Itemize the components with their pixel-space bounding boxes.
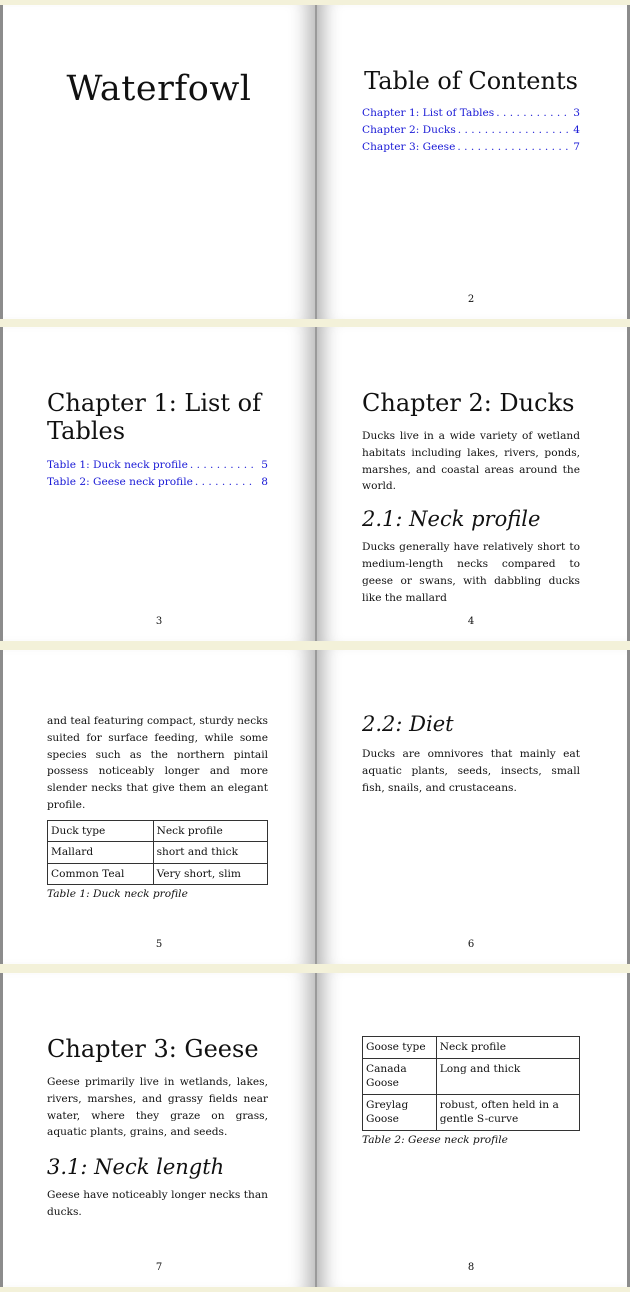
section-title: 2.2: Diet [362,712,454,736]
table-row [363,1058,580,1094]
leader-dots [188,457,256,474]
spread-4 [0,973,630,1287]
section-text: Ducks generally have relatively short to medium-length necks compared to geese or swans, with dabbling ducks like the mallard [362,541,580,604]
toc-entry-page[interactable]: 3 [573,107,580,119]
toc-entry[interactable] [362,105,580,122]
page-number: 5 [155,939,163,950]
spread-3 [0,650,630,964]
page-8 [315,973,630,1287]
table-row [48,842,268,864]
chapter-intro: Ducks live in a wide variety of wetland habitats including lakes, rivers, ponds, marshes, and coastal areas around the world. [362,430,580,493]
toc-entry-label[interactable]: Chapter 3: Geese [362,141,456,153]
spread-2 [0,327,630,641]
table-entry-page[interactable]: 8 [261,476,268,488]
section-text: Geese have noticeably longer necks than ducks. [47,1189,268,1218]
table-caption: Table 2: Geese neck profile [362,1133,508,1146]
table-header-cell: Neck profile [153,820,267,842]
toc-entry[interactable] [362,139,580,156]
section-title: 3.1: Neck length [47,1155,225,1180]
section-title: 2.1: Neck profile [362,507,541,532]
book-title: Waterfowl [66,69,252,109]
list-of-tables-entry[interactable] [47,474,268,491]
table-header-cell: Neck profile [436,1037,579,1059]
page-number: 7 [155,1262,163,1273]
page-number: 3 [155,616,163,627]
chapter-intro: Geese primarily live in wetlands, lakes, rivers, marshes, and grassy fields near water, where they graze on grass, aquatic plants, grains, and seeds. [47,1076,268,1139]
page-number: 4 [467,616,475,627]
table-cell: Greylag Goose [363,1094,437,1130]
chapter-title: Chapter 1: List of Tables [47,389,261,445]
leader-dots [455,139,568,156]
table-caption: Table 1: Duck neck profile [47,888,188,901]
spread-1 [0,5,630,319]
table-row [363,1094,580,1130]
toc-entry-label[interactable]: Chapter 2: Ducks [362,124,456,136]
table-cell: Mallard [48,842,154,864]
toc-entry[interactable] [362,122,580,139]
table-entry-label[interactable]: Table 2: Geese neck profile [47,476,193,488]
page-4 [315,327,630,641]
leader-dots [456,122,568,139]
table-row [48,863,268,885]
page-2 [315,5,630,319]
page-6 [315,650,630,964]
geese-neck-table [362,1036,580,1131]
section-text: and teal featuring compact, sturdy necks suited for surface feeding, while some species such as the northern pintail possess noticeably longer and more slender necks that give them an elegant profile. [47,715,268,811]
table-header-cell: Duck type [48,820,154,842]
table-header-cell: Goose type [363,1037,437,1059]
list-of-tables-entry[interactable] [47,457,268,474]
leader-dots [193,474,256,491]
table-cell: Very short, slim [153,863,267,885]
section-text: Ducks are omnivores that mainly eat aquatic plants, seeds, insects, small fish, snails, and crustaceans. [362,748,580,794]
page-number: 8 [467,1262,475,1273]
table-cell: Common Teal [48,863,154,885]
page-title [0,5,315,319]
chapter-title: Chapter 2: Ducks [362,389,575,417]
toc-entry-page[interactable]: 7 [573,141,580,153]
duck-neck-table [47,820,268,886]
table-entry-label[interactable]: Table 1: Duck neck profile [47,459,188,471]
chapter-title: Chapter 3: Geese [47,1035,259,1063]
table-cell: Canada Goose [363,1058,437,1094]
table-entry-page[interactable]: 5 [261,459,268,471]
table-cell: short and thick [153,842,267,864]
table-header-row [363,1037,580,1059]
leader-dots [494,105,568,122]
page-number: 6 [467,939,475,950]
table-cell: robust, often held in a gentle S-curve [436,1094,579,1130]
table-cell: Long and thick [436,1058,579,1094]
toc-entry-page[interactable]: 4 [573,124,580,136]
table-header-row [48,820,268,842]
page-5 [0,650,315,964]
page-number: 2 [467,294,475,305]
page-7 [0,973,315,1287]
toc-entry-label[interactable]: Chapter 1: List of Tables [362,107,495,119]
page-3 [0,327,315,641]
toc-title: Table of Contents [364,67,578,95]
